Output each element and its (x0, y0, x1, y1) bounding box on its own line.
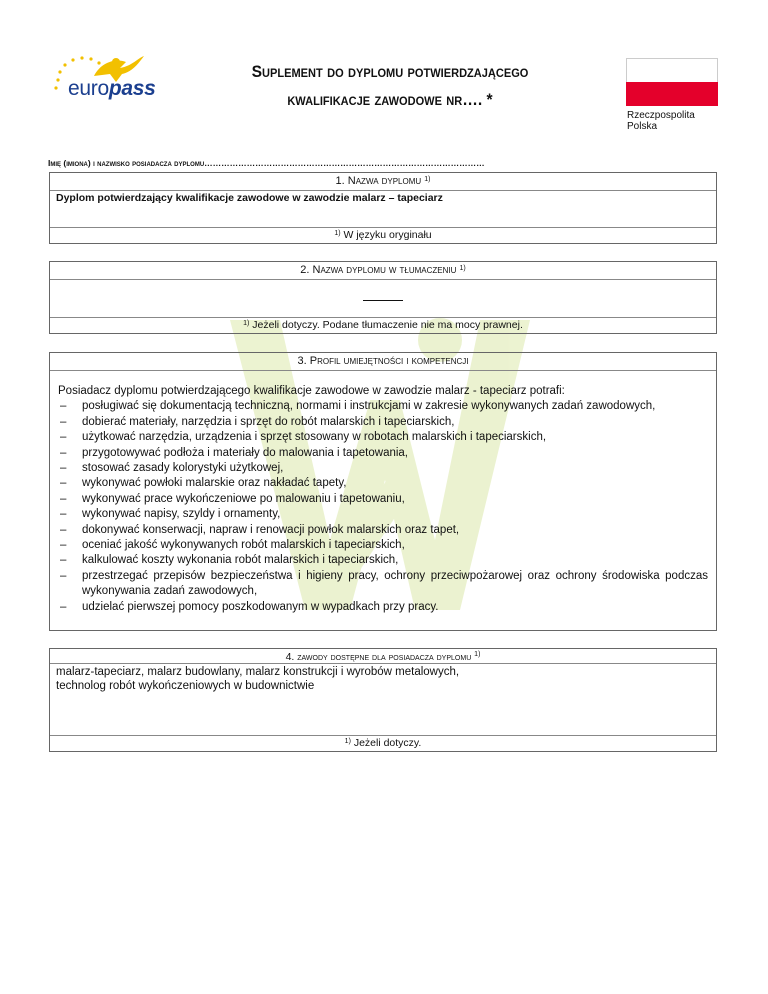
skill-item: – udzielać pierwszej pomocy poszkodowanym w wypadkach przy pracy. (58, 600, 708, 615)
section-4-title: 4. zawody dostępne dla posiadacza dyplomu (285, 651, 472, 663)
country-caption (627, 110, 717, 132)
skill-item: – przygotowywać podłoża i materiały do malowania i tapetowania, (58, 446, 708, 461)
section-2-note-text: Jeżeli dotyczy. Podane tłumaczenie nie ma mocy prawnej. (249, 319, 523, 331)
skill-item: – stosować zasady kolorystyki użytkowej, (58, 461, 708, 476)
skill-item: – wykonywać powłoki malarskie oraz nakładać tapety, (58, 476, 708, 491)
occupations-line-1: malarz-tapeciarz, malarz budowlany, malarz konstrukcji i wyrobów metalowych, (56, 666, 460, 678)
country-caption-line-1: Rzeczpospolita (627, 110, 695, 121)
skill-item: – posługiwać się dokumentacją techniczną, normami i instrukcjami w zakresie wykonywanych zadań zawodowych, (58, 399, 708, 414)
country-caption-line-2: Polska (627, 121, 658, 132)
section-1-footnote-mark: 1) (424, 176, 431, 183)
document-title (178, 58, 601, 114)
skills-intro: Posiadacz dyplomu potwierdzającego kwalifikacje zawodowe w zawodzie malarz - tapeciarz potrafi: (58, 385, 565, 397)
section-2-title: 2. Nazwa dyplomu w tłumaczeniu (300, 264, 457, 276)
section-4-header (50, 649, 716, 663)
section-4-note-mark: 1) (344, 738, 351, 745)
section-4-note (50, 735, 716, 751)
flag-white-stripe (626, 58, 718, 82)
section-diploma-translation (49, 261, 717, 334)
section-3-title: 3. Profil umiejętności i kompetencji (297, 355, 469, 367)
section-3-header (50, 353, 716, 371)
translation-value-row (50, 280, 716, 304)
skills-list (58, 399, 708, 615)
section-1-note-mark: 1) (334, 230, 341, 237)
translation-value-blank (363, 300, 403, 301)
diploma-name-value: Dyplom potwierdzający kwalifikacje zawodowe w zawodzie malarz – tapeciarz (56, 192, 443, 204)
skill-item: – dobierać materiały, narzędzia i sprzęt do robót malarskich i tapeciarskich, (58, 415, 708, 430)
section-1-title: 1. Nazwa dyplomu (335, 175, 422, 187)
title-line-2: kwalifikacje zawodowe nr…. * (287, 90, 493, 109)
holder-name-label: Imię (imiona) i nazwisko posiadacza dyplomu……………………………………………………………………………………… (48, 158, 485, 168)
occupations-line-2: technolog robót wykończeniowych w budownictwie (56, 680, 315, 692)
section-1-note (50, 227, 716, 243)
skill-item: – oceniać jakość wykonywanych robót malarskich i tapeciarskich, (58, 538, 708, 553)
section-1-note-text: W języku oryginału (340, 229, 432, 241)
section-1-header (50, 173, 716, 191)
section-2-header (50, 262, 716, 280)
skill-item: – wykonywać prace wykończeniowe po malowaniu i tapetowaniu, (58, 492, 708, 507)
poland-flag (626, 58, 718, 106)
section-available-occupations (49, 648, 717, 752)
section-2-note (50, 317, 716, 333)
skill-item: – przestrzegać przepisów bezpieczeństwa i higieny pracy, ochrony przeciwpożarowej oraz ochrony środowiska podczas wykonywania zadań zawodowych, (58, 569, 708, 600)
section-4-footnote-mark: 1) (474, 651, 481, 658)
skill-item: – kalkulować koszty wykonania robót malarskich i tapeciarskich, (58, 553, 708, 568)
skill-item: – wykonywać napisy, szyldy i ornamenty, (58, 507, 708, 522)
skill-item: – dokonywać konserwacji, napraw i renowacji powłok malarskich oraz tapet, (58, 523, 708, 538)
skills-content (50, 371, 716, 615)
section-diploma-name (49, 172, 717, 244)
flag-red-stripe (626, 82, 718, 106)
title-line-1: Suplement do dyplomu potwierdzającego (251, 62, 529, 81)
section-skills-profile (49, 352, 717, 631)
europass-wordmark: europass (68, 77, 156, 100)
skill-item: – użytkować narzędzia, urządzenia i sprzęt stosowany w robotach malarskich i tapeciarskich, (58, 430, 708, 445)
section-2-footnote-mark: 1) (459, 265, 466, 272)
europass-logo (46, 50, 156, 110)
section-4-note-text: Jeżeli dotyczy. (350, 737, 422, 749)
section-2-note-mark: 1) (243, 320, 250, 327)
occupations-content (50, 663, 716, 694)
